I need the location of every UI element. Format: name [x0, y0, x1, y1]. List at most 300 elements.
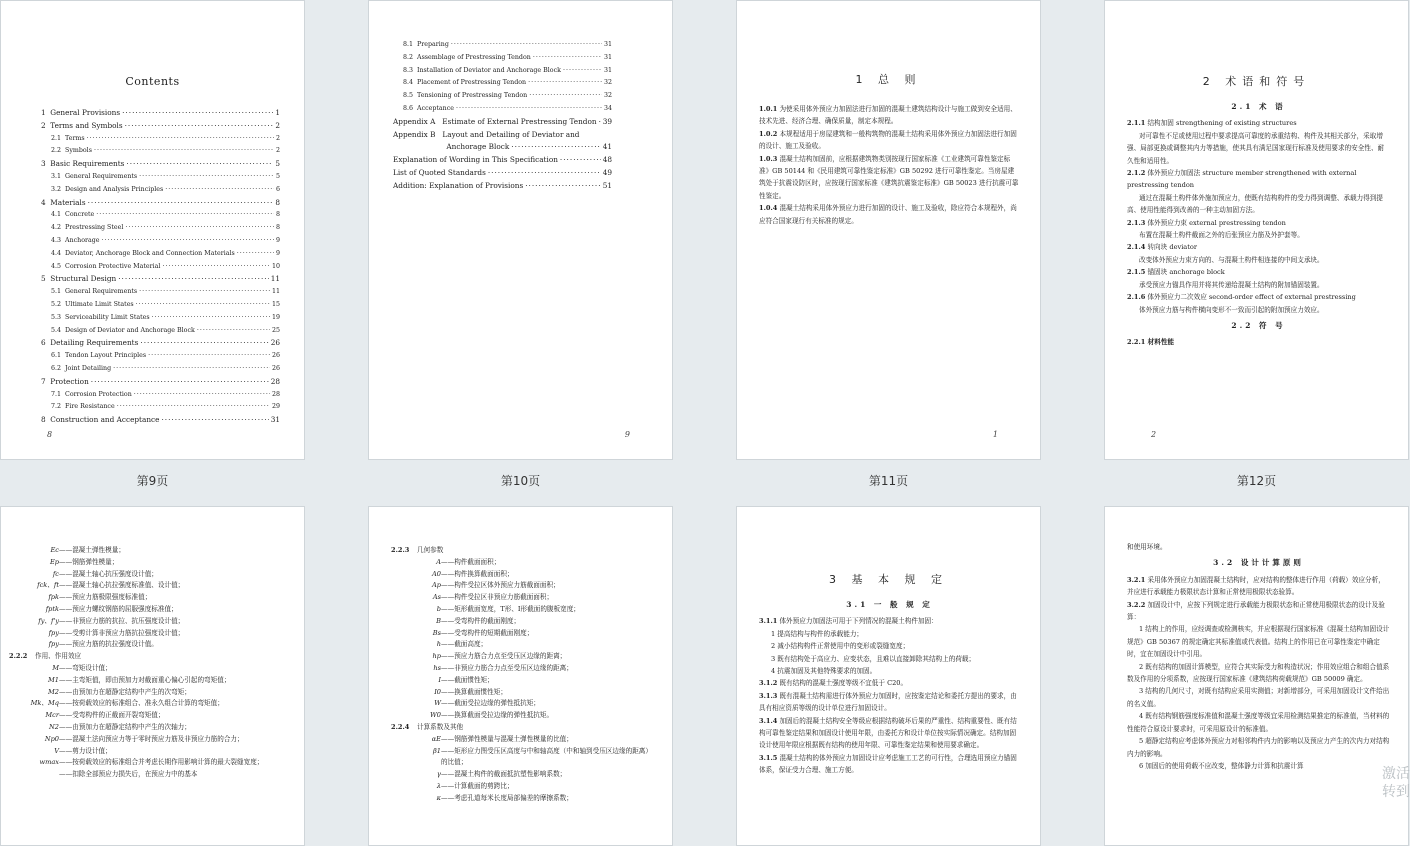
toc-leader-dots [529, 90, 602, 103]
clause-number: 2.1.6 [1127, 293, 1146, 302]
clause-text: 布置在混凝土构件截面之外的后张预应力筋及外护套等。 [1139, 231, 1304, 240]
toc-entry[interactable] [41, 184, 280, 197]
toc-entry[interactable] [41, 325, 280, 338]
toc-entry-page: 8 [275, 224, 280, 232]
page-13[interactable] [0, 506, 305, 846]
clause [759, 752, 1020, 777]
toc-entry-title: 6.2 Joint Detailing [51, 364, 112, 372]
symbol-row [405, 675, 652, 687]
clause-text: 2 减小结构构件正常使用中的变形或裂缝宽度； [771, 642, 910, 651]
toc-leader-dots [126, 158, 273, 171]
toc-entry-page: 6 [275, 185, 280, 193]
clause [1127, 661, 1390, 686]
symbol-definition: 计算系数及其他 [417, 722, 464, 731]
symbol-row [23, 569, 284, 581]
clause-text: 加固设计中，应按下列规定进行承载能力极限状态和正常使用极限状态的设计及验算： [1127, 600, 1385, 622]
toc-leader-dots [488, 167, 601, 180]
toc-leader-dots [237, 248, 274, 261]
symbol-definition: ——受弯构件的截面刚度； [441, 616, 521, 625]
toc-entry[interactable] [41, 414, 280, 427]
toc-entry[interactable] [41, 389, 280, 402]
page-number: 9 [624, 430, 630, 439]
toc-leader-dots [165, 184, 274, 197]
symbol-definition: 作用、作用效应 [35, 652, 82, 661]
symbol-row [23, 628, 284, 640]
toc-entry-title: 3.2 Design and Analysis Principles [51, 185, 164, 193]
clause-text: 3 结构的几何尺寸，对既有结构应采用实测值；对新增部分，可采用加固设计文件给出的名义值。 [1127, 687, 1390, 708]
toc-entry-page: 39 [602, 116, 612, 126]
clause [759, 153, 1020, 203]
toc-entry-title: 2.1 Terms [51, 134, 85, 142]
clause [1127, 599, 1390, 624]
clause [1127, 254, 1390, 266]
toc-leader-dots [136, 299, 270, 312]
symbol: fy、f'y [38, 616, 59, 625]
symbol [23, 769, 59, 781]
clause-number: 1.0.3 [759, 154, 778, 163]
toc-entry-title: 8 Construction and Acceptance [41, 415, 160, 425]
symbol-definition: ——扣除全部预应力损失后，在预应力中的基本 [59, 770, 198, 779]
continued-text: 和使用环境。 [1127, 543, 1167, 551]
toc-leader-dots [113, 363, 270, 376]
toc-leader-dots [525, 180, 601, 193]
toc-entry-page: 49 [602, 167, 612, 177]
clause [1127, 266, 1390, 278]
symbol-definition: ——预应力筋合力点至受压区边缘的距离； [441, 652, 567, 661]
symbol: fptk [45, 604, 59, 613]
symbol-definition: ——换算截面受拉边缘的弹性抵抗矩。 [441, 711, 554, 720]
symbol: N2 [49, 722, 59, 731]
clause-text: 混凝土结构加固前，应根据建筑物类别按现行国家标准《工业建筑可靠性鉴定标准》GB 50144 和《民用建筑可靠性鉴定标准》GB 50292 进行可靠性鉴定。当房屋建筑处于抗震设防区时，应按现行国家标准《建筑抗震鉴定标准》GB 50023 进行抗震可靠性鉴定。 [759, 154, 1019, 200]
clause [1127, 167, 1390, 192]
symbol-row [23, 545, 284, 557]
symbol-row [23, 687, 284, 699]
section-title: 2.2 符 号 [1231, 320, 1286, 330]
symbol-row [23, 769, 284, 781]
toc-leader-dots [125, 222, 274, 235]
toc-entry[interactable] [41, 158, 280, 171]
toc-leader-dots [197, 325, 270, 338]
clause [759, 628, 1020, 640]
watermark-line: 转到 [1382, 784, 1410, 800]
toc-entry[interactable] [41, 171, 280, 184]
symbol-list [9, 545, 284, 781]
clause-number: 3.2.2 [1127, 600, 1146, 609]
subsection-heading [391, 545, 652, 557]
clause [1127, 241, 1390, 253]
clause-text: 加固后的混凝土结构安全等级应根据结构破坏后果的严重性、结构重要性、既有结构可靠性鉴定结果和加固设计使用年限，由委托方和设计单位按实际情况确定。结构加固设计使用年限应根据既有结构的使用年限、可靠性鉴定结果和使用要求确定。 [759, 716, 1017, 750]
toc-entry-page: 41 [602, 142, 612, 152]
toc-entry[interactable] [41, 248, 280, 261]
symbol-row [405, 604, 652, 616]
symbol-row [405, 651, 652, 663]
symbol-row [23, 639, 284, 651]
symbol: hs [433, 663, 441, 672]
toc-entry[interactable] [393, 129, 612, 142]
page-label[interactable]: 第9页 [136, 474, 169, 488]
toc-leader-dots [599, 116, 601, 129]
toc-entry[interactable] [393, 154, 612, 167]
symbol-definition: 几何参数 [417, 546, 444, 554]
symbol: 2.2.4 [391, 722, 410, 731]
page-14[interactable] [368, 506, 673, 846]
clause-number: 3.1.2 [759, 679, 778, 688]
page-15[interactable] [736, 506, 1041, 846]
toc-entry[interactable] [41, 235, 280, 248]
symbol: αE [431, 734, 441, 743]
toc-entry[interactable] [41, 286, 280, 299]
toc-entry[interactable] [41, 363, 280, 376]
toc-leader-dots [91, 376, 269, 389]
toc-entry[interactable] [393, 167, 612, 180]
toc-entry-title: 4.5 Corrosion Protective Material [51, 262, 161, 270]
toc-entry-title: 5.1 General Requirements [51, 288, 138, 296]
toc-leader-dots [152, 312, 270, 325]
toc-entry[interactable] [393, 65, 612, 78]
page-16[interactable] [1104, 506, 1409, 846]
toc-entry[interactable] [41, 145, 280, 158]
page-12[interactable] [1104, 0, 1409, 460]
toc-leader-dots [456, 103, 602, 116]
toc-entry-page: 34 [603, 104, 612, 112]
symbol-row [23, 746, 284, 758]
symbol-definition: ——弯矩设计值； [59, 663, 112, 672]
symbol-row [23, 710, 284, 722]
term-list [1127, 117, 1390, 316]
symbol-definition: ——按荷载效应的标准组合、准永久组合计算的弯矩值； [59, 699, 224, 708]
clause [759, 202, 1020, 227]
toc-leader-dots [102, 235, 274, 248]
toc-list [41, 107, 280, 427]
clause [1127, 229, 1390, 241]
toc-entry-title: 4.4 Deviator, Anchorage Block and Connection Materials [51, 249, 235, 257]
toc-entry[interactable] [41, 209, 280, 222]
page-label[interactable]: 第10页 [500, 474, 541, 488]
symbol: Mk、Mq [30, 699, 59, 708]
toc-entry-title: 8.2 Assemblage of Prestressing Tendon [403, 53, 531, 61]
clause [1127, 192, 1390, 217]
symbol-row [405, 663, 652, 675]
toc-entry-page: 2 [275, 134, 280, 142]
symbol-definition: ——混凝土弹性模量； [59, 546, 125, 554]
symbol-definition: ——预应力筋极限强度标准值； [59, 593, 152, 602]
toc-entry-page: 26 [271, 352, 280, 360]
symbol: κ [436, 793, 441, 802]
watermark-line: 激活 [1382, 766, 1410, 782]
clause [759, 128, 1020, 153]
toc-entry[interactable] [41, 107, 280, 120]
symbol-row [405, 592, 652, 604]
symbol-row [23, 698, 284, 710]
symbol-row [405, 687, 652, 699]
symbol: Np0 [44, 734, 59, 743]
toc-entry-page: 28 [270, 376, 280, 386]
clause-text: 2 既有结构的加固计算模型，应符合其实际受力和构造状况；作用效应组合和组合值系数及作用的分项系数，应按现行国家标准《建筑结构荷载规范》GB 50009 确定。 [1127, 662, 1390, 684]
clause [1127, 279, 1390, 291]
symbol-definition: ——计算截面的剪跨比； [441, 781, 514, 790]
toc-entry-title: 4.1 Concrete [51, 211, 95, 219]
toc-entry-page: 31 [603, 66, 612, 74]
toc-entry-title: 7.1 Corrosion Protection [51, 390, 132, 398]
chapter-title: 3 基 本 规 定 [829, 573, 948, 586]
toc-entry[interactable] [41, 261, 280, 274]
symbol-row [405, 639, 652, 651]
toc-entry-title: 5.4 Design of Deviator and Anchorage Block [51, 326, 195, 334]
toc-entry-page: 48 [602, 155, 612, 165]
toc-entry-page: 26 [270, 338, 280, 348]
clause [759, 715, 1020, 752]
clause [759, 665, 1020, 677]
clause-text: 4 既有结构钢筋强度标准值和混凝土强度等级宜采用检测结果推定的标准值，当材料的性能符合原设计要求时，可采用原设计的标准值。 [1127, 712, 1390, 733]
clause-text: 体外预应力加固法可用于下列情况的混凝土构件加固： [779, 617, 938, 626]
chapter-title: 2 术语和符号 [1202, 75, 1311, 88]
symbol: hp [432, 652, 441, 661]
symbol-row [23, 675, 284, 687]
symbol-definition: ——受弯构件的短期截面刚度； [441, 628, 534, 637]
toc-entry[interactable] [393, 141, 612, 154]
toc-entry[interactable] [393, 39, 612, 52]
symbol-definition: ——矩形应力图受压区高度与中和轴高度（中和轴到受压区边缘的距离）的比值； [441, 746, 652, 767]
toc-leader-dots [118, 273, 268, 286]
toc-entry-title: 7 Protection [41, 376, 89, 386]
symbol: M1 [48, 675, 59, 684]
symbol: W [434, 699, 441, 708]
toc-entry-page: 29 [271, 403, 280, 411]
toc-entry-page: 25 [271, 326, 280, 334]
symbol-row [23, 580, 284, 592]
toc-entry[interactable] [41, 376, 280, 389]
toc-entry-page: 2 [275, 120, 280, 130]
symbol-row [405, 746, 652, 770]
clause-number: 2.1.5 [1127, 268, 1146, 277]
symbol: W0 [430, 711, 441, 720]
symbol: γ [437, 770, 441, 779]
symbol-row [23, 757, 284, 769]
clause-number: 2.1.4 [1127, 243, 1146, 252]
body-text [759, 595, 1020, 777]
clause-number: 3.1.3 [759, 691, 778, 700]
toc-entry[interactable] [393, 77, 612, 90]
toc-entry[interactable] [41, 120, 280, 133]
symbol-row [23, 557, 284, 569]
clause [1127, 623, 1390, 660]
toc-entry-page: 11 [270, 274, 280, 284]
symbol-row [23, 604, 284, 616]
symbol: I [438, 675, 441, 684]
clause [1127, 117, 1390, 129]
toc-entry[interactable] [41, 133, 280, 146]
toc-entry-title: 5 Structural Design [41, 274, 117, 284]
clause [759, 640, 1020, 652]
clause [759, 615, 1020, 627]
clause-text: 承受预应力锚具作用并将其传递给混凝土结构的附加锚固装置。 [1139, 280, 1324, 289]
toc-entry-title: 8.5 Tensioning of Prestressing Tendon [403, 92, 528, 100]
clause [1127, 685, 1390, 710]
symbol-row [405, 580, 652, 592]
toc-entry-title: 8.3 Installation of Deviator and Anchorage Block [403, 66, 561, 74]
toc-entry-title: 2.2 Symbols [51, 147, 92, 155]
clause-text: 结构加固 strengthening of existing structures [1147, 119, 1297, 128]
toc-entry[interactable] [393, 116, 612, 129]
toc-entry-title: List of Quoted Standards [393, 167, 486, 177]
clause-number: 2.1.1 [1127, 119, 1146, 128]
symbol: Mcr [45, 711, 59, 720]
toc-entry[interactable] [41, 273, 280, 286]
symbol: fpy [48, 640, 59, 649]
toc-leader-dots [139, 286, 270, 299]
clause-number: 1.0.1 [759, 105, 778, 113]
symbol-definition: ——构件换算截面面积； [441, 569, 514, 578]
symbol-definition: ——受剪计算非预应力筋抗拉强度设计值； [59, 628, 185, 637]
toc-entry-title: 3.1 General Requirements [51, 172, 138, 180]
clause-text: 本规程适用于房屋建筑和一般构筑物的混凝土结构采用体外预应力加固法进行加固的设计、施工及验收。 [759, 129, 1017, 151]
clause [1127, 710, 1390, 735]
toc-entry-title: 4 Materials [41, 197, 86, 207]
subsection-heading [391, 722, 652, 734]
page-10[interactable] [368, 0, 673, 460]
symbol: A0 [432, 569, 441, 578]
symbol: Ep [49, 557, 59, 566]
toc-entry-title: 3 Basic Requirements [41, 159, 125, 169]
toc-entry-page: 15 [271, 300, 280, 308]
toc-leader-dots [511, 141, 600, 154]
toc-entry-page: 32 [603, 92, 612, 100]
symbol: h [436, 640, 441, 649]
toc-list [393, 39, 612, 193]
toc-entry-page: 8 [275, 211, 280, 219]
page-label[interactable]: 第12页 [1236, 474, 1277, 488]
toc-entry-title: 8.1 Preparing [403, 41, 449, 48]
toc-leader-dots [125, 120, 274, 133]
clause-text: 体外预应力筋与构件横向变形不一致而引起的附加预应力效应。 [1139, 305, 1324, 314]
symbol-definition: ——受弯构件的正截面开裂弯矩值； [59, 711, 165, 720]
clause-text: 锚固块 anchorage block [1147, 268, 1225, 277]
toc-entry-page: 26 [271, 364, 280, 372]
toc-entry-title: 1 General Provisions [41, 108, 121, 117]
toc-entry[interactable] [41, 299, 280, 312]
clause-number: 3.2.1 [1127, 575, 1146, 584]
symbol-definition: ——非预应力筋合力点至受压区边缘的距离； [441, 663, 573, 672]
clause-list [759, 615, 1020, 776]
toc-leader-dots [122, 107, 273, 120]
clause [1127, 574, 1390, 599]
section-title: 2.1 术 语 [1231, 102, 1286, 111]
toc-entry-page: 31 [603, 41, 612, 48]
clause [1127, 291, 1390, 303]
toc-entry[interactable] [41, 401, 280, 414]
symbol-row [405, 569, 652, 581]
toc-entry-page: 1 [275, 108, 280, 117]
clause-number: 3.1.1 [759, 617, 778, 626]
clause-text: 为使采用体外预应力加固法进行加固的混凝土建筑结构设计与施工做到安全适用、技术先进、经济合理、确保质量，制定本规程。 [759, 105, 1017, 126]
page-label[interactable]: 第11页 [868, 474, 909, 488]
symbol-definition: ——剪力设计值； [59, 746, 112, 755]
toc-entry[interactable] [41, 197, 280, 210]
symbol-definition: ——混凝土法向预应力等于零时预应力筋及非预应力筋的合力； [59, 734, 244, 743]
toc-entry[interactable] [393, 90, 612, 103]
clause-number: 1.0.2 [759, 129, 778, 138]
toc-entry-page: 51 [602, 180, 612, 190]
symbol: B [436, 616, 441, 625]
symbol: fpk [48, 593, 59, 602]
toc-entry[interactable] [393, 103, 612, 116]
symbol: fck、ft [37, 581, 59, 590]
toc-entry-page: 10 [271, 262, 280, 270]
section-title: 3.2 设计计算原则 [1213, 558, 1304, 568]
symbol-definition: ——构件受拉区体外预应力筋截面面积； [441, 581, 560, 590]
clause-text: 1 提高结构与构件的承载能力； [771, 629, 864, 638]
toc-entry[interactable] [393, 52, 612, 65]
symbol-row [405, 769, 652, 781]
subsection-heading [9, 651, 284, 663]
symbol-definition: ——非预应力筋的抗拉、抗压强度设计值； [59, 616, 185, 625]
toc-entry-page: 9 [275, 249, 280, 257]
clause-number: 1.0.4 [759, 204, 778, 213]
section-title: 3.1 一 般 规 定 [846, 600, 933, 609]
toc-entry-page: 9 [275, 236, 280, 244]
toc-entry[interactable] [393, 180, 612, 193]
clause-number: 3.1.4 [759, 716, 778, 725]
page-9[interactable] [0, 0, 305, 460]
clause [759, 103, 1020, 128]
symbol: β1 [432, 746, 441, 755]
page-11[interactable] [736, 0, 1041, 460]
symbol-row [405, 557, 652, 569]
clause-text: 对可靠性不足或使用过程中要求提高可靠度的承重结构、构件及其相关部分，采取增强、局部更换或调整其内力等措施，使其具有满足国家现行标准及使用要求的安全性、耐久性和适用性。 [1127, 131, 1385, 165]
toc-leader-dots [148, 350, 270, 363]
symbol-definition: ——换算截面惯性矩； [441, 687, 507, 696]
clause-number: 2.1.3 [1127, 218, 1146, 227]
symbol-definition: ——钢筋弹性模量与混凝土弹性模量的比值； [441, 734, 573, 743]
symbol: M [52, 663, 59, 672]
clause [1127, 130, 1390, 167]
toc-leader-dots [560, 154, 601, 167]
clause-list [1127, 574, 1390, 773]
symbol: I0 [434, 687, 441, 696]
symbol: As [432, 593, 441, 602]
toc-entry-title: 7.2 Fire Resistance [51, 403, 115, 411]
toc-entry[interactable] [41, 337, 280, 350]
symbol-row [23, 592, 284, 604]
clause-text: 既有结构的混凝土强度等级不宜低于 C20。 [779, 679, 908, 688]
clause [1127, 735, 1390, 760]
clause-number: 2.1.2 [1127, 169, 1146, 178]
toc-leader-dots [139, 171, 274, 184]
toc-entry[interactable] [41, 222, 280, 235]
clause-text: 通过在混凝土构件体外施加预应力，使既有结构构件的受力得到调整、承载力得到提高、使用性能得到改善的一种主动加固方法。 [1127, 193, 1383, 215]
symbol-definition: ——混凝土构件的截面抵抗塑性影响系数； [441, 770, 567, 779]
symbol-definition: ——构件受拉区非预应力筋截面面积； [441, 593, 554, 602]
clause-number: 3.1.5 [759, 753, 778, 762]
symbol-row [23, 722, 284, 734]
toc-entry[interactable] [41, 350, 280, 363]
toc-entry-title: Explanation of Wording in This Specification [393, 155, 558, 165]
toc-entry[interactable] [41, 312, 280, 325]
clause-text: 5 超静定结构应考虑体外预应力对相邻构件内力的影响以及预应力产生的次内力对结构内力的影响。 [1127, 737, 1390, 758]
clause-text: 3 既有结构处于高应力、应变状态，且难以直接卸除其结构上的荷载； [771, 654, 976, 663]
clause-text: 采用体外预应力加固混凝土结构时，应对结构的整体进行作用（荷载）效应分析，并应进行承载能力极限状态计算和正常使用极限状态验算。 [1127, 575, 1385, 597]
symbol: wmax [39, 758, 59, 767]
clause-text: 4 抗震加固及其他特殊要求的加固。 [771, 667, 877, 676]
toc-entry-title: Appendix B Layout and Detailing of Deviator and [393, 129, 580, 139]
toc-entry-page: 31 [603, 53, 612, 61]
toc-leader-dots [533, 52, 602, 65]
toc-entry-page: 11 [271, 288, 280, 296]
symbol: A [436, 557, 441, 566]
toc-leader-dots [117, 401, 270, 414]
clause-text: 既有混凝土结构需进行体外预应力加固时，应按鉴定结论和委托方提出的要求，由具有相应资质等级的设计单位进行加固设计。 [759, 691, 1017, 713]
toc-entry-title: 5.3 Serviceability Limit States [51, 313, 150, 321]
